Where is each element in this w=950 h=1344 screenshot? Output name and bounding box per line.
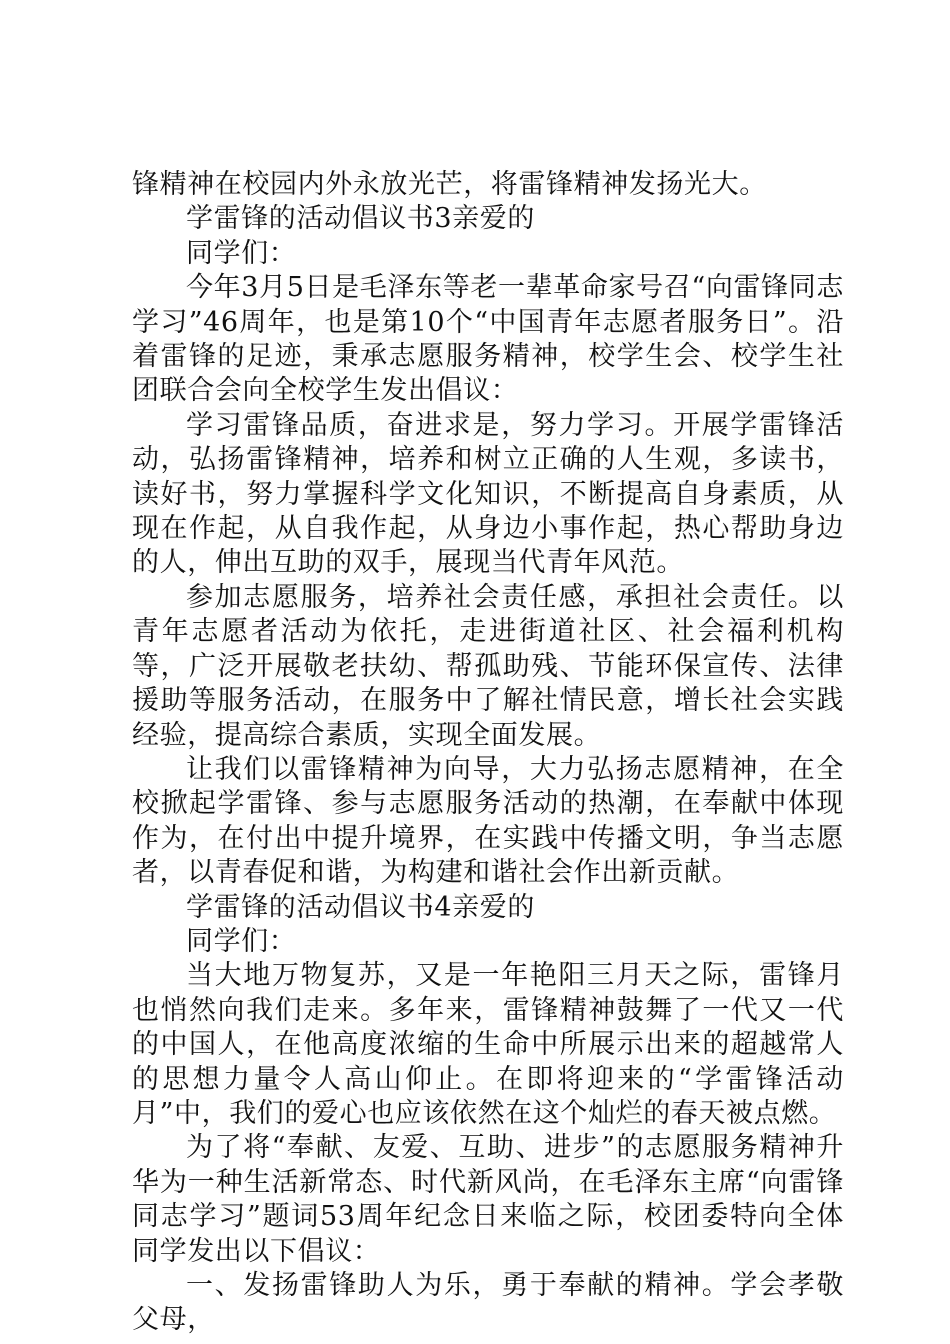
proposal-3-salutation: 同学们： bbox=[186, 237, 297, 269]
document-body bbox=[132, 168, 844, 1338]
proposal-4-intro-paragraph: 当大地万物复苏，又是一年艳阳三月天之际，雷锋月也悄然向我们走来。多年来，雷锋精神鼓舞了一代又一代的中国人，在他高度浓缩的生命中所展示出来的超越常人的思想力量令人高山仰止。在即将迎来的“学雷锋活动月”中，我们的爱心也应该依然在这个灿烂的春天被点燃。 bbox=[132, 960, 844, 1129]
proposal-4-purpose-paragraph: 为了将“奉献、友爱、互助、进步”的志愿服务精神升华为一种生活新常态、时代新风尚，在毛泽东主席“向雷锋同志学习”题词53周年纪念日来临之际，校团委特向全体同学发出以下倡议： bbox=[132, 1132, 844, 1267]
proposal-4-salutation: 同学们： bbox=[186, 925, 297, 957]
proposal-4-heading: 学雷锋的活动倡议书4亲爱的 bbox=[186, 891, 535, 923]
proposal-3-volunteer-paragraph: 参加志愿服务，培养社会责任感，承担社会责任。以青年志愿者活动为依托，走进街道社区、社会福利机构等，广泛开展敬老扶幼、帮孤助残、节能环保宣传、法律援助等服务活动，在服务中了解社情民意，增长社会实践经验，提高综合素质，实现全面发展。 bbox=[132, 581, 844, 751]
paragraph-continuation: 锋精神在校园内外永放光芒，将雷锋精神发扬光大。 bbox=[132, 169, 767, 200]
proposal-3-intro-paragraph: 今年3月5日是毛泽东等老一辈革命家号召“向雷锋同志学习”46周年，也是第10个“中国青年志愿者服务日”。沿着雷锋的足迹，秉承志愿服务精神，校学生会、校学生社团联合会向全校学生发出倡议： bbox=[132, 272, 844, 407]
proposal-4-item-1-paragraph: 一、发扬雷锋助人为乐，勇于奉献的精神。学会孝敬父母， bbox=[132, 1270, 844, 1336]
proposal-3-heading: 学雷锋的活动倡议书3亲爱的 bbox=[186, 203, 535, 235]
proposal-3-study-paragraph: 学习雷锋品质，奋进求是，努力学习。开展学雷锋活动，弘扬雷锋精神，培养和树立正确的人生观，多读书，读好书，努力掌握科学文化知识，不断提高自身素质，从现在作起，从自我作起，从身边小事作起，热心帮助身边的人，伸出互助的双手，展现当代青年风范。 bbox=[132, 409, 844, 579]
proposal-3-closing-paragraph: 让我们以雷锋精神为向导，大力弘扬志愿精神，在全校掀起学雷锋、参与志愿服务活动的热潮，在奉献中体现作为，在付出中提升境界，在实践中传播文明，争当志愿者，以青春促和谐，为构建和谐社会作出新贡献。 bbox=[132, 753, 844, 889]
